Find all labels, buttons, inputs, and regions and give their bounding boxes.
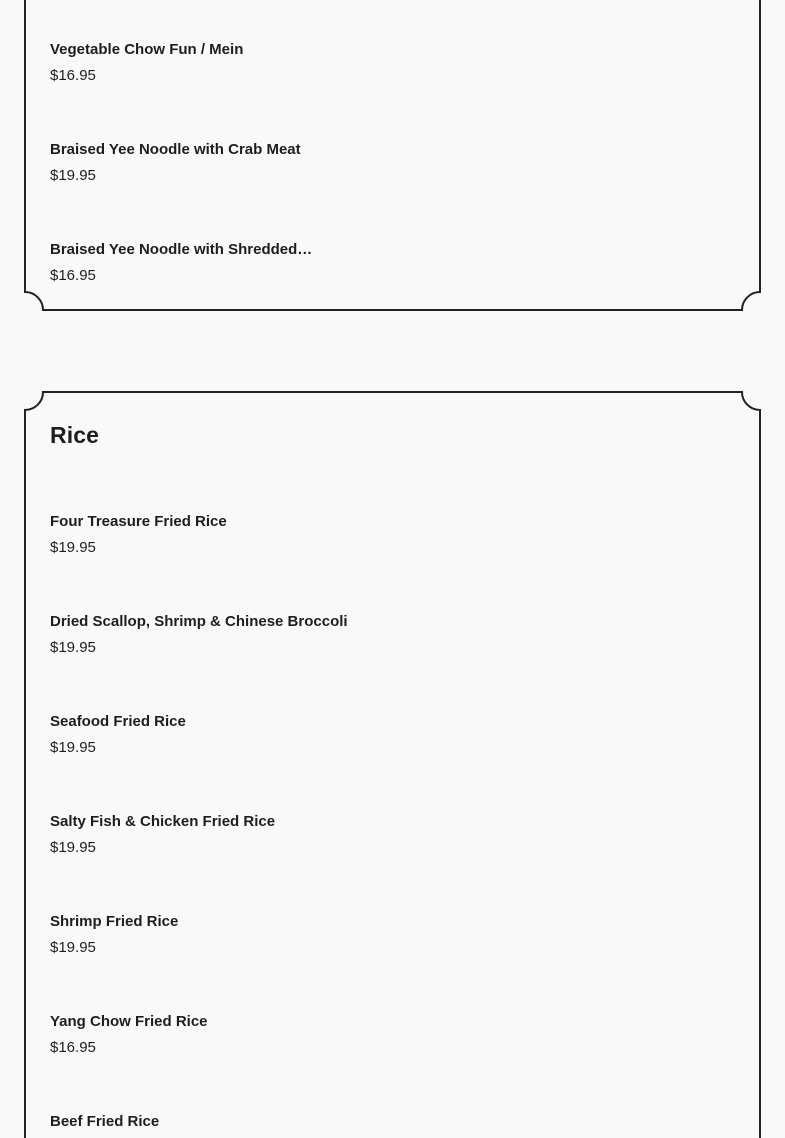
menu-item[interactable] [50,141,650,185]
menu-item-price: $19.95 [50,939,96,956]
menu-item-name: Shrimp Fried Rice [50,913,179,930]
menu-item[interactable] [50,241,650,285]
menu-item-name: Salty Fish & Chicken Fried Rice [50,813,276,830]
menu-item-name: Four Treasure Fried Rice [50,513,227,530]
menu-item-name: Beef Fried Rice [50,1113,160,1130]
menu-section-card-rice [24,391,761,1138]
section-title: Rice [50,422,99,448]
menu-item-price: $16.95 [50,1039,96,1056]
menu-item[interactable] [50,1013,650,1057]
menu-item-price: $16.95 [50,67,96,84]
menu-item-name: Braised Yee Noodle with Shredded… [50,241,313,258]
menu-item[interactable] [50,41,650,85]
menu-item-name: Yang Chow Fried Rice [50,1013,208,1030]
menu-item[interactable] [50,713,650,757]
menu-item-price: $19.95 [50,167,96,184]
menu-item-price: $16.95 [50,267,96,284]
menu-section-card-noodles [24,0,761,327]
menu-item-price: $19.95 [50,739,96,756]
menu-item-price: $19.95 [50,539,96,556]
menu-item-price: $19.95 [50,639,96,656]
menu-item-price: $19.95 [50,839,96,856]
menu-item-name: Braised Yee Noodle with Crab Meat [50,141,301,158]
menu-item[interactable] [50,813,650,857]
menu-item-name: Seafood Fried Rice [50,713,186,730]
menu-item[interactable] [50,1113,650,1131]
menu-item-name: Dried Scallop, Shrimp & Chinese Broccoli [50,613,348,630]
menu-item[interactable] [50,513,650,557]
menu-item-name: Vegetable Chow Fun / Mein [50,41,244,58]
menu-item[interactable] [50,613,650,657]
menu-item[interactable] [50,913,650,957]
